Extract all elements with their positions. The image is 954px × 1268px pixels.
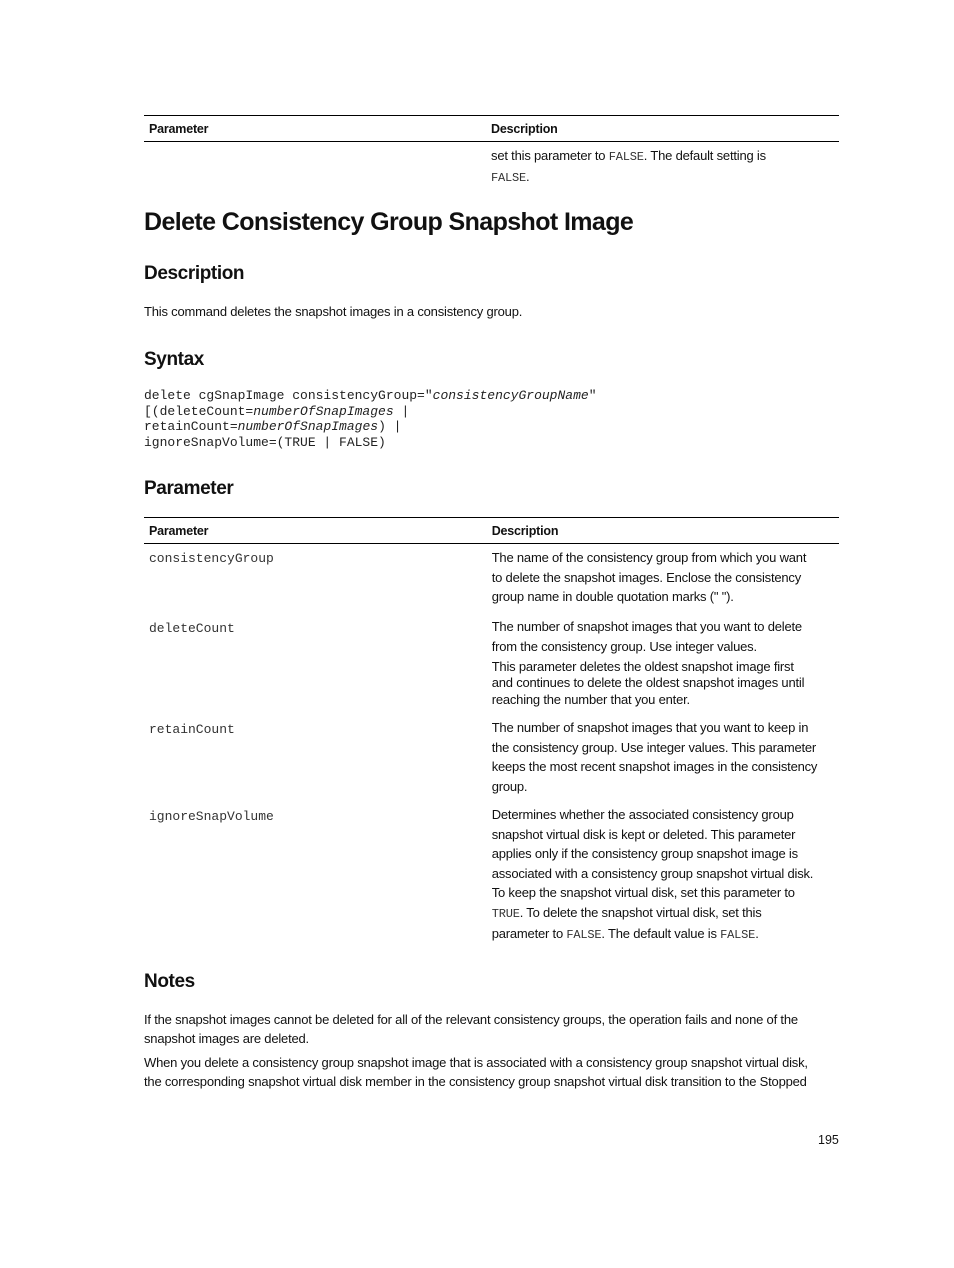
- param-name: consistencyGroup: [149, 551, 274, 566]
- table-header-description: Description: [486, 116, 839, 142]
- table-row: ignoreSnapVolume Determines whether the associated consistency group snapshot virtual disk is kept or deleted. This parameter applies only if the consistency group snapshot image is associated with a consistency group snapshot virtual disk. To keep the snapshot virtual disk, set this parameter to TRUE. To delete the snapshot virtual disk, set this parameter to FALSE. The default value is FALSE.: [149, 807, 814, 942]
- description-cell: set this parameter to FALSE. The default setting is FALSE.: [491, 148, 766, 185]
- description-text: This command deletes the snapshot images in a consistency group.: [144, 304, 523, 319]
- notes-paragraph-2: When you delete a consistency group snapshot image that is associated with a consistency group snapshot virtual disk, the corresponding snapshot virtual disk member in the consistency group snapshot virtual disk transition to the Stopped: [144, 1055, 808, 1089]
- page-number: 195: [818, 1133, 839, 1147]
- description-heading: Description: [144, 263, 245, 284]
- table-header-description: Description: [487, 518, 839, 544]
- param-name: deleteCount: [149, 620, 235, 636]
- param-name: retainCount: [149, 722, 235, 737]
- continued-parameter-table: [144, 115, 839, 188]
- page-title: Delete Consistency Group Snapshot Image: [144, 208, 634, 236]
- parameter-heading: Parameter: [144, 478, 234, 499]
- table-row: retainCount The number of snapshot images that you want to keep in the consistency group. Use integer values. This parameter keeps the most recent snapshot images in the consistency group.: [149, 720, 818, 794]
- syntax-heading: Syntax: [144, 349, 204, 370]
- param-name: ignoreSnapVolume: [149, 809, 274, 824]
- parameter-table: [144, 517, 839, 946]
- notes-heading: Notes: [144, 971, 195, 992]
- table-header-parameter: Parameter: [144, 116, 486, 142]
- notes-paragraph-1: If the snapshot images cannot be deleted for all of the relevant consistency groups, the operation fails and none of the snapshot images are deleted.: [144, 1012, 798, 1046]
- table-row: [144, 142, 839, 189]
- syntax-code-block: delete cgSnapImage consistencyGroup="consistencyGroupName" [(deleteCount=numberOfSnapImages | retainCount=numberOfSnapImages) | ignoreSnapVolume=(TRUE | FALSE): [144, 388, 597, 450]
- table-header-parameter: Parameter: [144, 518, 487, 544]
- table-row: consistencyGroup The name of the consistency group from which you want to delete the snapshot images. Enclose the consistency group name in double quotation marks (" ").: [149, 550, 807, 604]
- table-row: deleteCount The number of snapshot images that you want to delete from the consistency group. Use integer values. This parameter deletes the oldest snapshot image first and continues to delete the oldest snapshot images until reaching the number that you enter.: [149, 618, 805, 707]
